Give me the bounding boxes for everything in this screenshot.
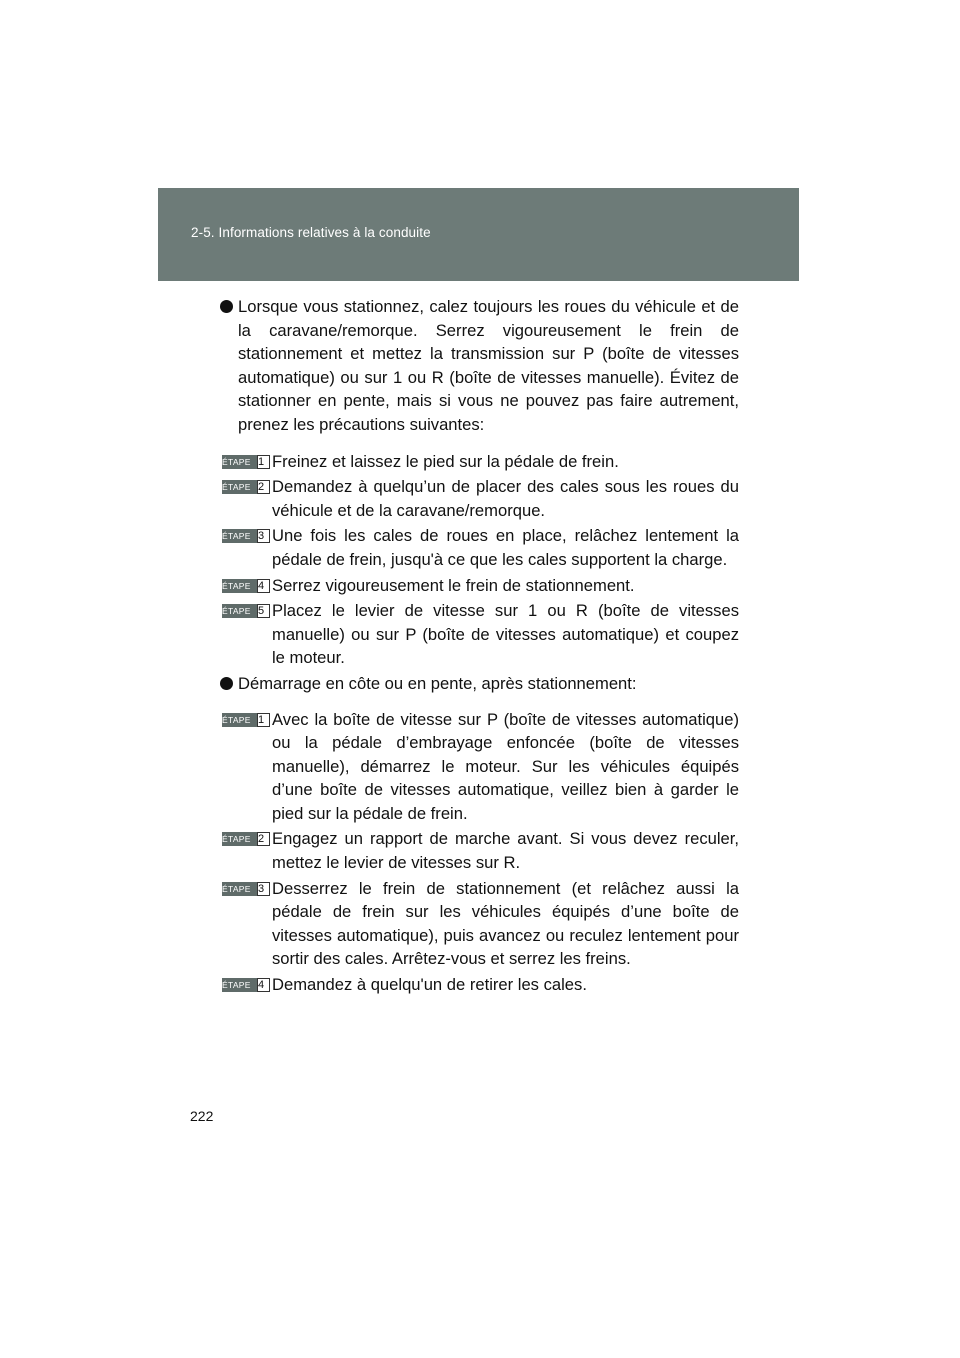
bullet-parking bbox=[218, 295, 739, 437]
step-text: Demandez à quelqu'un de retirer les cales. bbox=[272, 975, 587, 995]
step-badge-icon: ÉTAPE 2 bbox=[222, 832, 270, 846]
step-item bbox=[222, 450, 739, 474]
step-text: Avec la boîte de vitesse sur P (boîte de vitesses automatique) ou la pédale d’embrayage enfoncée (boîte de vitesses manuelle), démarrez le moteur. Sur les véhicules équipés d’une boîte de vitesses automatique, veillez bien à garder le pied sur la pédale de frein. bbox=[272, 709, 739, 823]
step-item bbox=[222, 973, 739, 997]
step-text: Une fois les cales de roues en place, relâchez lentement la pédale de frein, jusqu'à ce que les cales supportent la charge. bbox=[272, 526, 739, 569]
step-item bbox=[222, 574, 739, 598]
step-item bbox=[222, 827, 739, 874]
bullet-text: Démarrage en côte ou en pente, après stationnement: bbox=[238, 673, 637, 693]
step-text: Desserrez le frein de stationnement (et relâchez aussi la pédale de frein sur les véhicules équipés d’une boîte de vitesses automatique), puis avancez ou reculez lentement pour sortir des cales. Arrêtez-vous et serrez les freins. bbox=[272, 878, 739, 969]
step-badge-icon: ÉTAPE 1 bbox=[222, 455, 270, 469]
step-item bbox=[222, 877, 739, 971]
step-text: Placez le levier de vitesse sur 1 ou R (boîte de vitesses manuelle) ou sur P (boîte de vitesses automatique) et coupez le moteur. bbox=[272, 601, 739, 668]
section-header-band bbox=[158, 188, 799, 281]
step-item bbox=[222, 599, 739, 670]
bullet-dot-icon bbox=[220, 677, 233, 690]
step-badge-icon: ÉTAPE 3 bbox=[222, 882, 270, 896]
section-title: 2-5. Informations relatives à la conduite bbox=[191, 225, 431, 240]
bullet-dot-icon bbox=[220, 300, 233, 313]
step-badge-icon: ÉTAPE 5 bbox=[222, 604, 270, 618]
bullet-text: Lorsque vous stationnez, calez toujours les roues du véhicule et de la caravane/remorque. Serrez vigoureusement le frein de stationnement et mettez la transmission sur P (boîte de vitesses automatique) ou sur 1 ou R (boîte de vitesses manuelle). Évitez de stationner en pente, mais si vous ne pouvez pas faire autrement, prenez les précautions suivantes: bbox=[238, 297, 739, 434]
step-item bbox=[222, 524, 739, 571]
step-text: Freinez et laissez le pied sur la pédale de frein. bbox=[272, 451, 619, 471]
step-text: Engagez un rapport de marche avant. Si vous devez reculer, mettez le levier de vitesses sur R. bbox=[272, 829, 739, 873]
bullet-hill-start bbox=[218, 672, 739, 696]
page-content bbox=[218, 295, 739, 997]
step-badge-icon: ÉTAPE 3 bbox=[222, 529, 270, 543]
step-item bbox=[222, 475, 739, 522]
step-text: Serrez vigoureusement le frein de stationnement. bbox=[272, 575, 635, 595]
page-number: 222 bbox=[190, 1108, 214, 1124]
parking-steps bbox=[222, 450, 739, 670]
step-badge-icon: ÉTAPE 4 bbox=[222, 978, 270, 992]
step-item bbox=[222, 708, 739, 826]
hill-start-steps bbox=[222, 708, 739, 997]
step-badge-icon: ÉTAPE 2 bbox=[222, 480, 270, 494]
step-text: Demandez à quelqu’un de placer des cales sous les roues du véhicule et de la caravane/remorque. bbox=[272, 477, 739, 520]
step-badge-icon: ÉTAPE 1 bbox=[222, 713, 270, 727]
step-badge-icon: ÉTAPE 4 bbox=[222, 579, 270, 593]
